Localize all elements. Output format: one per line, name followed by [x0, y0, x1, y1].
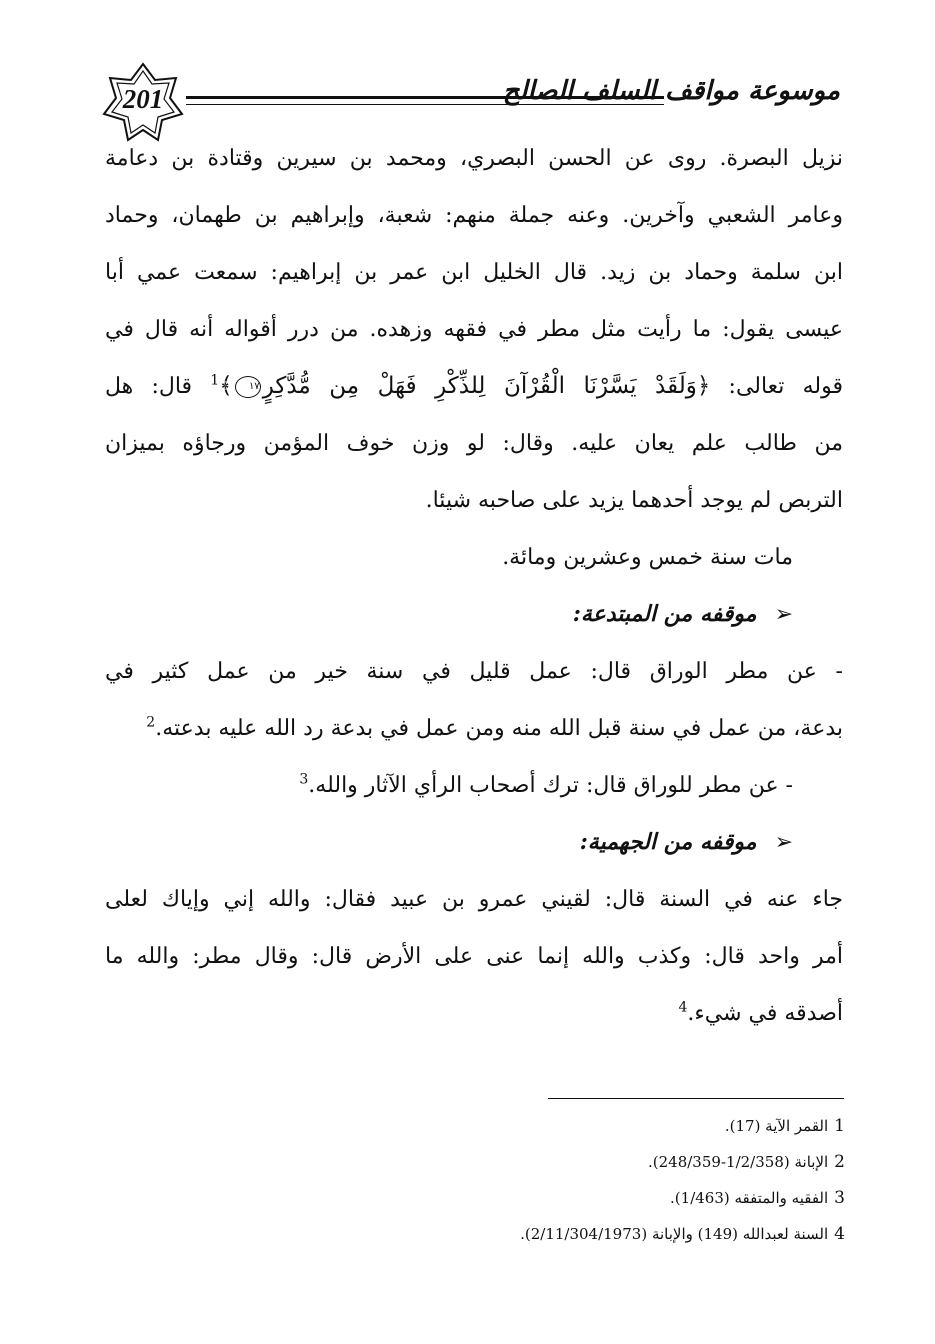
quran-verse: ﴿وَلَقَدْ يَسَّرْنَا الْقُرْآنَ لِلذِّكْرِ فَهَلْ مِن مُّدَّكِرٍ [262, 373, 711, 399]
body-line: ابن سلمة وحماد بن زيد. قال الخليل ابن عمر بن إبراهيم: سمعت عمي أبا [105, 260, 843, 285]
body-line: - عن مطر الوراق قال: عمل قليل في سنة خير من عمل كثير في [105, 659, 843, 684]
body-line-text: - عن مطر للوراق قال: ترك أصحاب الرأي الآثار والله. [308, 773, 793, 798]
footnote-ref: 4 [678, 999, 688, 1016]
body-line [105, 985, 843, 1042]
page-number: 201 [122, 84, 164, 114]
body-line-text: بدعة، من عمل في سنة قبل الله منه ومن عمل في بدعة رد الله عليه بدعته. [155, 716, 843, 741]
ayah-number: ١٧ [235, 376, 261, 398]
footnotes [300, 1108, 845, 1252]
footnote [300, 1216, 845, 1252]
body-line: عيسى يقول: ما رأيت مثل مطر في فقهه وزهده. من درر أقواله أنه قال في [105, 317, 843, 342]
quran-close: ﴾ [219, 373, 233, 399]
footnote-text: الإبانة (1/2/358-248/359). [648, 1153, 829, 1171]
section-heading [105, 586, 843, 643]
body-line: جاء عنه في السنة قال: لقيني عمرو بن عبيد فقال: والله إني وإياك لعلى [105, 887, 843, 912]
body-line: وعامر الشعبي وآخرين. وعنه جملة منهم: شعبة، وإبراهيم بن طهمان، وحماد [105, 203, 843, 228]
footnote-text: السنة لعبدالله (149) والإبانة (2/11/304/1973). [520, 1225, 829, 1243]
body-line: نزيل البصرة. روى عن الحسن البصري، ومحمد بن سيرين وقتادة بن دعامة [105, 146, 843, 171]
body-line: من طالب علم يعان عليه. وقال: لو وزن خوف المؤمن ورجاؤه بميزان [105, 431, 843, 456]
death-line: مات سنة خمس وعشرين ومائة. [502, 545, 793, 570]
footnote-number: 1 [834, 1116, 845, 1136]
body-line-text: أصدقه في شيء. [687, 1001, 843, 1026]
page-body [105, 130, 843, 1042]
footnote [300, 1180, 845, 1216]
footnote-ref: 2 [146, 714, 156, 731]
body-line: أمر واحد قال: وكذب والله إنما عنى على الأرض قال: وقال مطر: والله ما [105, 944, 843, 969]
body-line [105, 700, 843, 757]
quran-prefix: قوله تعالى: [728, 374, 844, 399]
footnote-number: 2 [834, 1152, 845, 1172]
quran-suffix: قال: هل [105, 374, 193, 399]
footnote-number: 4 [834, 1224, 845, 1244]
footnote [300, 1108, 845, 1144]
footnote-text: القمر الآية (17). [724, 1117, 829, 1135]
footnote-number: 3 [834, 1188, 845, 1208]
footnote [300, 1144, 845, 1180]
footnote-ref: 1 [210, 372, 220, 389]
section-heading-text: موقفه من المبتدعة: [572, 601, 757, 627]
section-heading-text: موقفه من الجهمية: [579, 829, 757, 855]
footnote-separator [548, 1098, 844, 1099]
footnote-text: الفقيه والمتفقه (1/463). [670, 1189, 829, 1207]
body-line [105, 757, 843, 814]
body-line: التربص لم يوجد أحدهما يزيد على صاحبه شيئا. [425, 488, 843, 513]
page-header [100, 58, 840, 138]
quran-line [105, 358, 843, 415]
book-title: موسوعة مواقف السلف الصالح [502, 76, 840, 106]
footnote-ref: 3 [299, 771, 309, 788]
section-heading [105, 814, 843, 871]
arrow-icon: ➢ [774, 830, 793, 855]
arrow-icon: ➢ [774, 602, 793, 627]
